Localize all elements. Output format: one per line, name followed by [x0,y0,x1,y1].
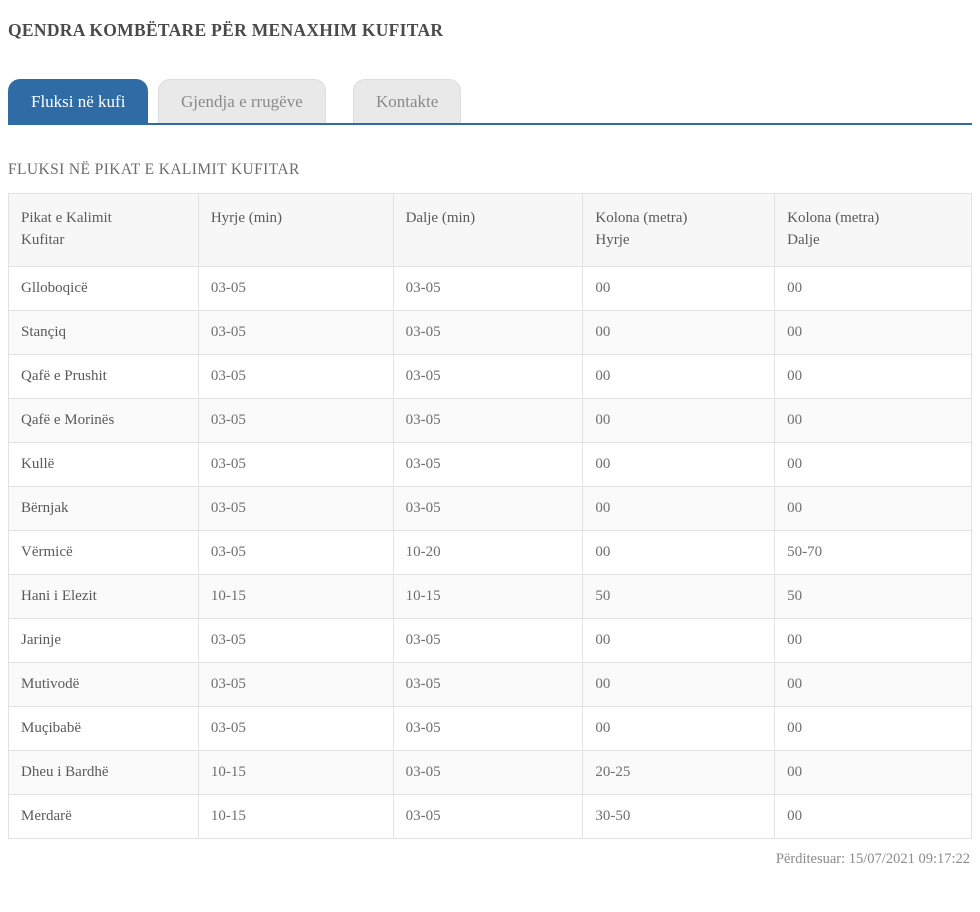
table-row [9,486,972,530]
cell-crossing-point: Hani i Elezit [9,574,199,618]
cell-exit-minutes: 10-20 [393,530,583,574]
section-title: FLUKSI NË PIKAT E KALIMIT KUFITAR [8,161,300,178]
tab-label: Gjendja e rrugëve [181,92,303,111]
column-header-exit-minutes [393,194,583,267]
cell-queue-exit-metres: 00 [775,706,972,750]
cell-crossing-point: Dheu i Bardhë [9,750,199,794]
column-header-line-2: Hyrje [595,231,630,248]
cell-crossing-point: Qafë e Prushit [9,354,199,398]
column-header-line-2: Dalje [787,231,820,248]
column-header-line-1: Hyrje (min) [210,210,283,226]
table-row [9,354,972,398]
cell-queue-entry-metres: 00 [583,530,775,574]
cell-exit-minutes: 03-05 [393,486,583,530]
cell-queue-exit-metres: 00 [775,354,972,398]
tab-label: Kontakte [376,92,439,111]
tab-fluksi-ne-kufi[interactable] [8,79,148,123]
cell-crossing-point: Stançiq [9,310,199,354]
cell-exit-minutes: 03-05 [393,662,583,706]
cell-queue-entry-metres: 00 [583,266,775,310]
table-header-row [9,194,972,267]
cell-entry-minutes: 10-15 [198,750,393,794]
cell-exit-minutes: 03-05 [393,706,583,750]
cell-entry-minutes: 03-05 [198,266,393,310]
cell-queue-entry-metres: 00 [583,486,775,530]
cell-queue-entry-metres: 00 [583,398,775,442]
table-row [9,574,972,618]
table-row [9,750,972,794]
cell-exit-minutes: 03-05 [393,266,583,310]
cell-entry-minutes: 03-05 [198,398,393,442]
cell-entry-minutes: 10-15 [198,574,393,618]
tab-kontakte[interactable] [353,79,461,123]
column-header-entry-minutes [198,194,393,267]
table-head [9,194,972,267]
cell-queue-exit-metres: 00 [775,398,972,442]
table-body [9,266,972,838]
cell-queue-exit-metres: 00 [775,662,972,706]
table-row [9,530,972,574]
cell-queue-exit-metres: 50 [775,574,972,618]
cell-queue-exit-metres: 50-70 [775,530,972,574]
cell-queue-exit-metres: 00 [775,750,972,794]
column-header-line-1: Pikat e Kalimit [21,210,112,226]
cell-crossing-point: Kullë [9,442,199,486]
cell-exit-minutes: 03-05 [393,794,583,838]
column-header-line-2: Kufitar [21,231,65,248]
table-row [9,442,972,486]
cell-entry-minutes: 03-05 [198,706,393,750]
cell-queue-exit-metres: 00 [775,266,972,310]
table-row [9,794,972,838]
cell-entry-minutes: 10-15 [198,794,393,838]
cell-queue-entry-metres: 00 [583,310,775,354]
column-header-crossing-point [9,194,199,267]
table-row [9,398,972,442]
tab-gjendja-e-rrugeve[interactable] [158,79,326,123]
cell-exit-minutes: 03-05 [393,750,583,794]
cell-entry-minutes: 03-05 [198,354,393,398]
table-row [9,618,972,662]
cell-entry-minutes: 03-05 [198,442,393,486]
column-header-line-1: Kolona (metra) [787,210,880,226]
cell-queue-entry-metres: 00 [583,618,775,662]
cell-entry-minutes: 03-05 [198,618,393,662]
cell-queue-exit-metres: 00 [775,618,972,662]
cell-queue-entry-metres: 30-50 [583,794,775,838]
cell-queue-entry-metres: 00 [583,354,775,398]
column-header-line-1: Dalje (min) [405,210,476,226]
tab-label: Fluksi në kufi [31,92,126,111]
cell-queue-exit-metres: 00 [775,794,972,838]
cell-exit-minutes: 03-05 [393,354,583,398]
cell-entry-minutes: 03-05 [198,486,393,530]
cell-queue-exit-metres: 00 [775,442,972,486]
border-flow-table [8,193,972,839]
cell-exit-minutes: 03-05 [393,442,583,486]
cell-crossing-point: Glloboqicë [9,266,199,310]
column-header-queue-entry-metres [583,194,775,267]
cell-crossing-point: Vërmicë [9,530,199,574]
table-row [9,310,972,354]
cell-queue-exit-metres: 00 [775,486,972,530]
cell-queue-entry-metres: 20-25 [583,750,775,794]
last-updated-text: Përditesuar: 15/07/2021 09:17:22 [775,850,970,867]
cell-exit-minutes: 03-05 [393,618,583,662]
cell-queue-entry-metres: 00 [583,662,775,706]
column-header-queue-exit-metres [775,194,972,267]
cell-crossing-point: Merdarë [9,794,199,838]
column-header-line-1: Kolona (metra) [595,210,688,226]
cell-crossing-point: Bërnjak [9,486,199,530]
cell-queue-entry-metres: 00 [583,706,775,750]
cell-crossing-point: Jarinje [9,618,199,662]
cell-crossing-point: Mutivodë [9,662,199,706]
cell-exit-minutes: 10-15 [393,574,583,618]
cell-exit-minutes: 03-05 [393,310,583,354]
cell-exit-minutes: 03-05 [393,398,583,442]
cell-entry-minutes: 03-05 [198,310,393,354]
table-row [9,706,972,750]
cell-crossing-point: Muçibabë [9,706,199,750]
tab-bar [8,73,972,125]
table-row [9,662,972,706]
page-title: QENDRA KOMBËTARE PËR MENAXHIM KUFITAR [8,20,444,40]
cell-queue-entry-metres: 00 [583,442,775,486]
cell-entry-minutes: 03-05 [198,530,393,574]
cell-entry-minutes: 03-05 [198,662,393,706]
table-row [9,266,972,310]
cell-queue-exit-metres: 00 [775,310,972,354]
cell-crossing-point: Qafë e Morinës [9,398,199,442]
cell-queue-entry-metres: 50 [583,574,775,618]
